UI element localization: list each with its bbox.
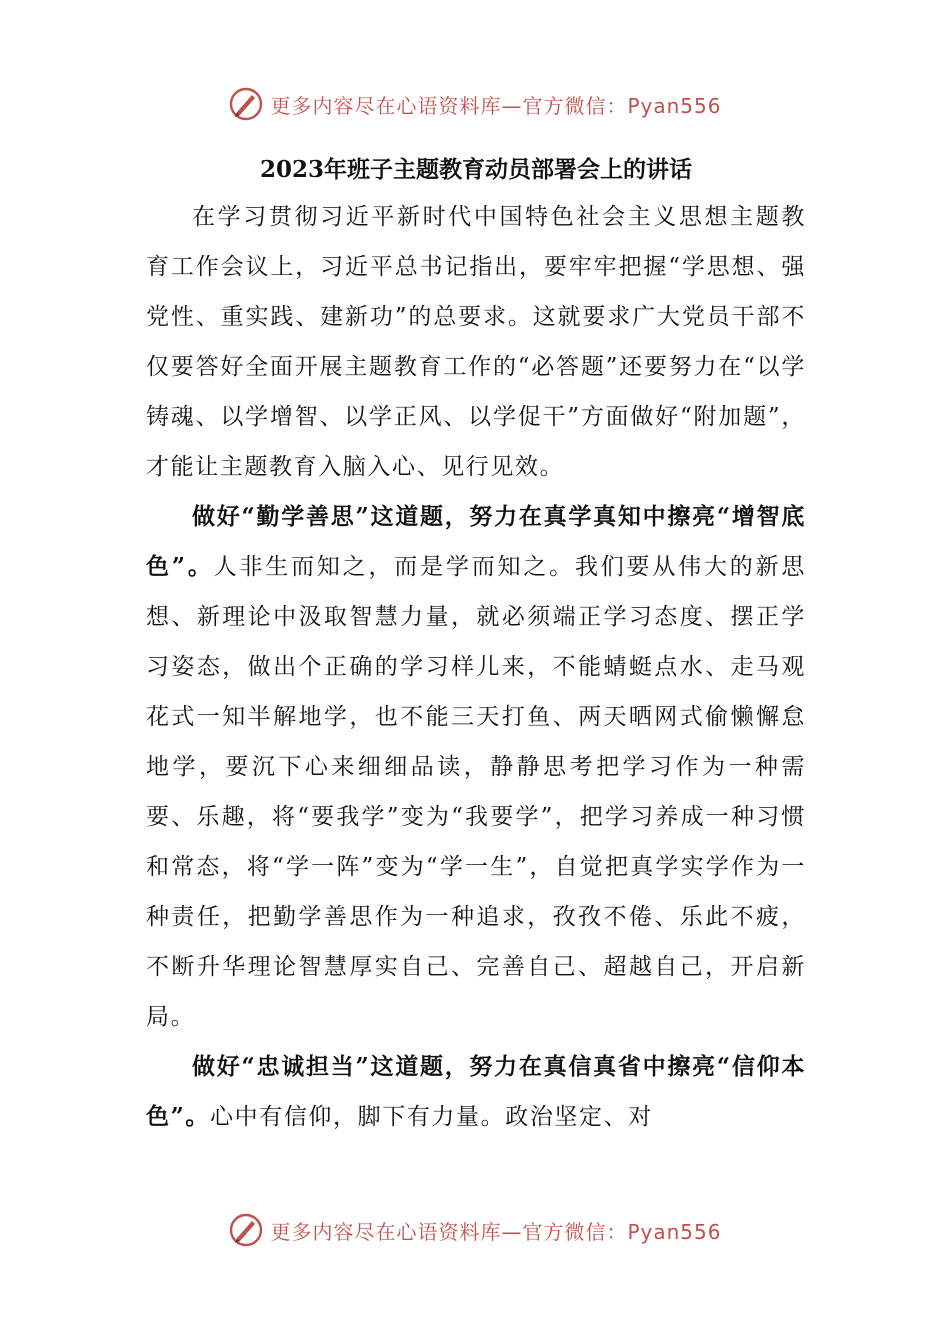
paragraph-text: 心中有信仰，脚下有力量。政治坚定、对 bbox=[210, 1104, 653, 1130]
banner-contact: 官方微信：Pyan556 bbox=[522, 93, 722, 118]
banner-separator: — bbox=[501, 93, 523, 118]
banner-contact: 官方微信：Pyan556 bbox=[522, 1219, 722, 1244]
banner-text bbox=[270, 90, 721, 119]
banner-text bbox=[270, 1216, 721, 1245]
pen-logo-icon bbox=[228, 1212, 264, 1248]
document-body bbox=[146, 150, 806, 1142]
paragraph-text: 在学习贯彻习近平新时代中国特色社会主义思想主题教育工作会议上，习近平总书记指出，要牢牢把握“学思想、强党性、重实践、建新功”的总要求。这就要求广大党员干部不仅要答好全面开展主题教育工作的“必答题”还要努力在“以学铸魂、以学增智、以学正风、以学促干”方面做好“附加题”，才能让主题教育入脑入心、见行见效。 bbox=[146, 204, 806, 480]
paragraph-text: 人非生而知之，而是学而知之。我们要从伟大的新思想、新理论中汲取智慧力量，就必须端正学习态度、摆正学习姿态，做出个正确的学习样儿来，不能蜻蜓点水、走马观花式一知半解地学，也不能三天打鱼、两天晒网式偷懒懈怠地学，要沉下心来细细品读，静静思考把学习作为一种需要、乐趣，将“要我学”变为“我要学”，把学习养成一种习惯和常态，将“学一阵”变为“学一生”，自觉把真学实学作为一种责任，把勤学善思作为一种追求，孜孜不倦、乐此不疲，不断升华理论智慧厚实自己、完善自己、超越自己，开启新局。 bbox=[146, 554, 806, 1030]
paragraph-section-1 bbox=[146, 492, 806, 1042]
banner-brand: 更多内容尽在心语资料库 bbox=[270, 93, 502, 118]
pen-logo-icon bbox=[228, 86, 264, 122]
banner-brand: 更多内容尽在心语资料库 bbox=[270, 1219, 502, 1244]
section-heading: 做好“忠诚担当”这道题，努力在真信真省中擦亮“信仰本色”。 bbox=[146, 1053, 806, 1130]
section-heading: 做好“勤学善思”这道题，努力在真学真知中擦亮“增智底色”。 bbox=[146, 503, 806, 580]
header-banner bbox=[0, 84, 950, 124]
footer-banner bbox=[0, 1210, 950, 1250]
banner-separator: — bbox=[501, 1219, 523, 1244]
document-title: 2023年班子主题教育动员部署会上的讲话 bbox=[259, 156, 692, 183]
paragraph-section-2 bbox=[146, 1042, 806, 1142]
paragraph-intro bbox=[146, 192, 806, 492]
